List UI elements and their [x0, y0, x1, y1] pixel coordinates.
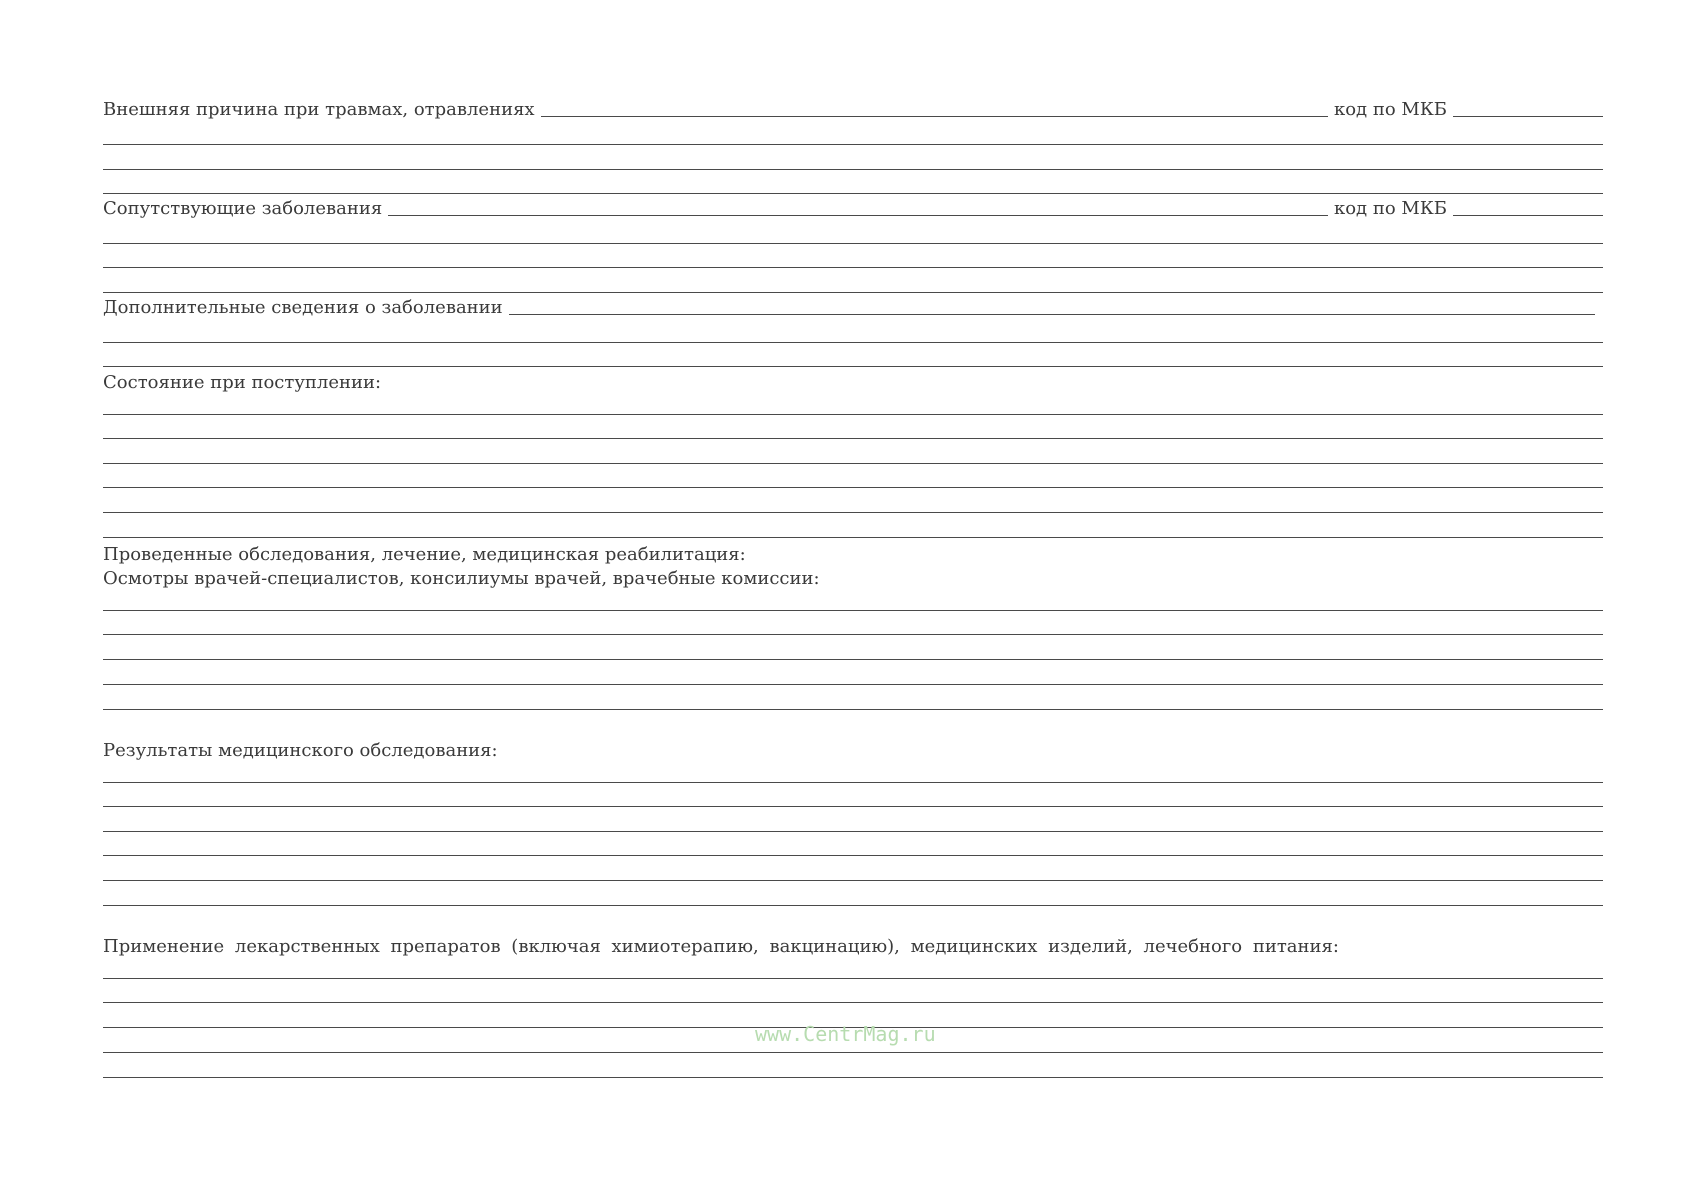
exam-results-line[interactable] [103, 831, 1603, 832]
external-cause-field[interactable] [541, 116, 1328, 117]
admission-state-line[interactable] [103, 438, 1603, 439]
procedures-line[interactable] [103, 610, 1603, 611]
medications-line[interactable] [103, 1052, 1603, 1053]
procedures-line[interactable] [103, 709, 1603, 710]
exam-results-line[interactable] [103, 855, 1603, 856]
comorbidities-line[interactable] [103, 267, 1603, 268]
external-cause-code-field[interactable] [1453, 116, 1603, 117]
comorbidities-code-label: код по МКБ [1333, 198, 1447, 219]
external-cause-line[interactable] [103, 169, 1603, 170]
medications-line[interactable] [103, 1002, 1603, 1003]
additional-info-field[interactable] [509, 314, 1595, 315]
procedures-line[interactable] [103, 659, 1603, 660]
procedures-heading: Проведенные обследования, лечение, медицинская реабилитация: [103, 544, 746, 565]
admission-state-line[interactable] [103, 463, 1603, 464]
admission-state-line[interactable] [103, 537, 1603, 538]
comorbidities-code-field[interactable] [1453, 215, 1603, 216]
medications-line[interactable] [103, 978, 1603, 979]
comorbidities-line[interactable] [103, 243, 1603, 244]
comorbidities-label: Сопутствующие заболевания [103, 198, 383, 219]
comorbidities-line[interactable] [103, 292, 1603, 293]
external-cause-line[interactable] [103, 144, 1603, 145]
admission-state-heading: Состояние при поступлении: [103, 372, 382, 393]
comorbidities-row [103, 199, 1603, 219]
external-cause-line[interactable] [103, 193, 1603, 194]
admission-state-line[interactable] [103, 414, 1603, 415]
exam-results-heading: Результаты медицинского обследования: [103, 740, 498, 761]
procedures-line[interactable] [103, 684, 1603, 685]
watermark: www.CentrMag.ru [755, 1022, 936, 1046]
exam-results-line[interactable] [103, 782, 1603, 783]
exam-results-line[interactable] [103, 880, 1603, 881]
exam-results-line[interactable] [103, 905, 1603, 906]
additional-info-line[interactable] [103, 342, 1603, 343]
additional-info-line[interactable] [103, 366, 1603, 367]
additional-info-label: Дополнительные сведения о заболевании [103, 297, 503, 318]
medications-line[interactable] [103, 1077, 1603, 1078]
medications-heading: Применение лекарственных препаратов (включая химиотерапию, вакцинацию), медицинских изделий, лечебного питания: [103, 936, 1339, 957]
procedures-line[interactable] [103, 634, 1603, 635]
external-cause-code-label: код по МКБ [1333, 99, 1447, 120]
external-cause-row [103, 100, 1603, 120]
admission-state-line[interactable] [103, 487, 1603, 488]
exam-results-line[interactable] [103, 806, 1603, 807]
admission-state-line[interactable] [103, 512, 1603, 513]
procedures-subheading: Осмотры врачей-специалистов, консилиумы врачей, врачебные комиссии: [103, 568, 820, 589]
external-cause-label: Внешняя причина при травмах, отравлениях [103, 99, 535, 120]
comorbidities-field[interactable] [388, 215, 1328, 216]
additional-info-row [103, 298, 1603, 318]
